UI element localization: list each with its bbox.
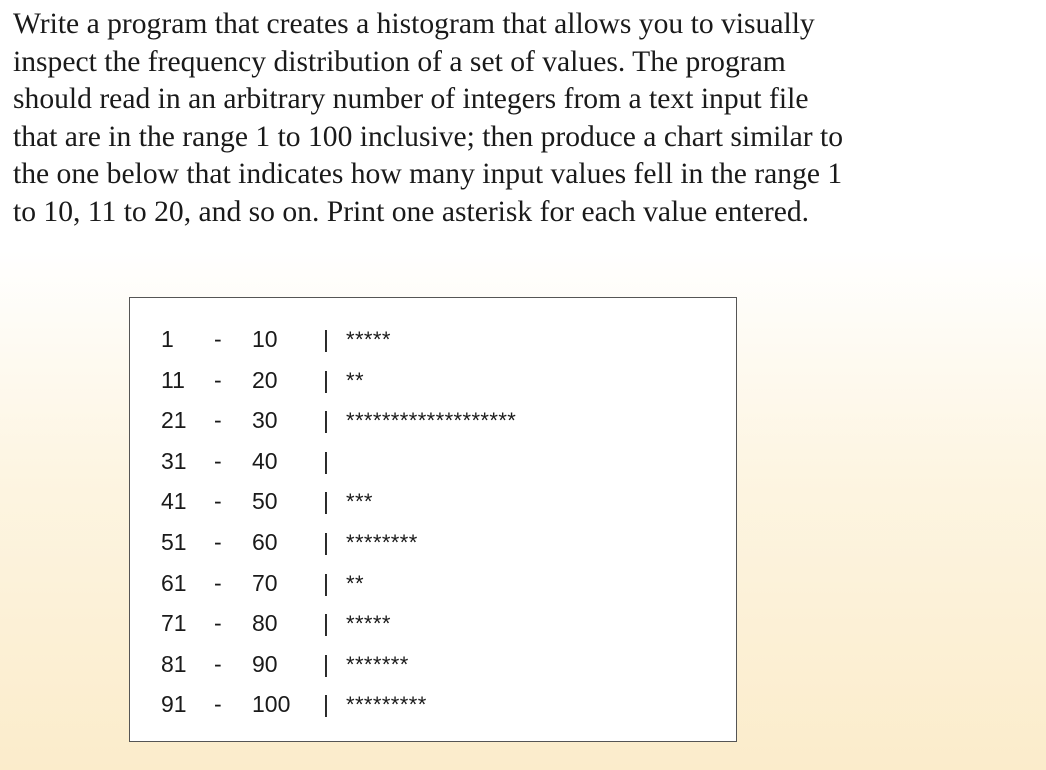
range-separator: - [214, 366, 222, 393]
range-separator: - [214, 610, 222, 637]
asterisk-bar: ***** [346, 611, 391, 637]
statement-line: Write a program that creates a histogram that allows you to visually [13, 8, 815, 40]
range-separator: - [214, 488, 222, 515]
asterisk-bar: ******************* [346, 408, 517, 434]
statement-line: should read in an arbitrary number of integers from a text input file [13, 83, 809, 116]
asterisk-bar: ** [346, 367, 364, 393]
range-separator: - [214, 326, 222, 352]
range-separator: - [214, 529, 222, 555]
range-low: 31 [161, 447, 187, 474]
range-high: 30 [252, 407, 278, 434]
asterisk-bar: ******* [346, 651, 409, 677]
problem-statement [13, 6, 1038, 232]
range-separator: - [214, 569, 222, 596]
range-low: 41 [161, 488, 187, 515]
range-low: 61 [161, 569, 187, 596]
range-high: 10 [252, 326, 278, 352]
asterisk-bar: ***** [346, 327, 391, 352]
range-low: 1 [161, 326, 174, 352]
range-separator: - [214, 650, 222, 677]
histogram-example-box [129, 297, 737, 742]
range-high: 60 [252, 529, 278, 555]
bar-divider: | [323, 488, 329, 515]
statement-line: inspect the frequency distribution of a set of values. The program [13, 45, 786, 78]
range-low: 81 [161, 650, 187, 677]
range-high: 50 [252, 488, 278, 515]
bar-divider: | [323, 447, 329, 474]
asterisk-bar: ******** [346, 530, 418, 555]
range-high: 70 [252, 569, 278, 596]
bar-divider: | [323, 569, 329, 596]
range-high: 40 [252, 447, 278, 474]
bar-divider: | [323, 529, 329, 555]
range-separator: - [214, 407, 222, 434]
range-low: 21 [161, 407, 187, 434]
range-high: 80 [252, 610, 278, 637]
range-separator: - [214, 447, 222, 474]
range-high: 90 [252, 650, 278, 677]
bar-divider: | [323, 407, 329, 434]
range-low: 51 [161, 529, 187, 555]
statement-line: to 10, 11 to 20, and so on. Print one asterisk for each value entered. [13, 195, 810, 228]
asterisk-bar: ********* [346, 692, 427, 718]
range-low: 91 [161, 691, 187, 718]
asterisk-bar: ** [346, 570, 364, 596]
asterisk-bar: *** [346, 489, 373, 515]
range-high: 20 [252, 366, 278, 393]
range-low: 71 [161, 610, 187, 637]
range-separator: - [214, 691, 222, 718]
bar-divider: | [323, 366, 329, 393]
bar-divider: | [323, 326, 329, 352]
bar-divider: | [323, 650, 329, 677]
statement-line: the one below that indicates how many input values fell in the range 1 [13, 158, 843, 191]
bar-divider: | [323, 691, 329, 718]
bar-divider: | [323, 610, 329, 637]
range-high: 100 [252, 691, 291, 718]
statement-line: that are in the range 1 to 100 inclusive; then produce a chart similar to [13, 120, 843, 153]
range-low: 11 [161, 366, 185, 393]
